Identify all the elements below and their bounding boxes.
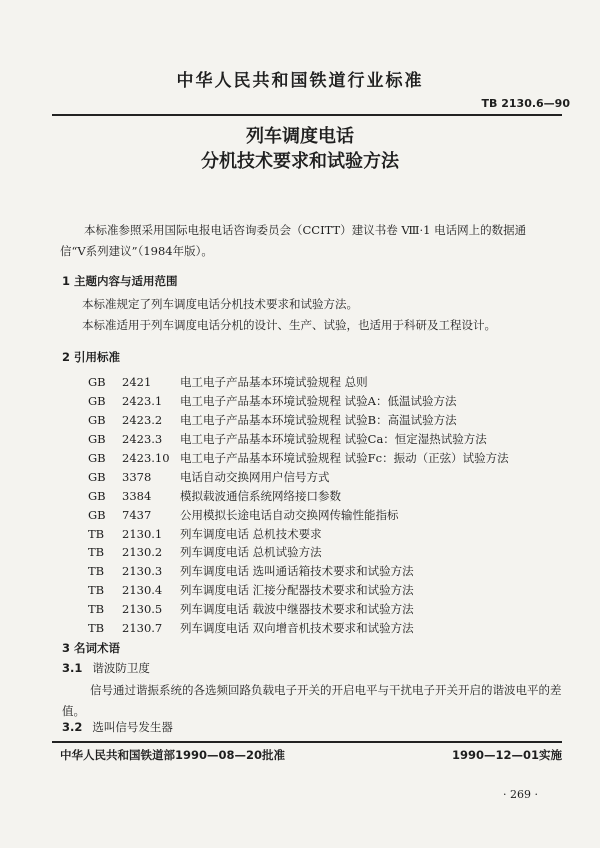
standard-item: GB 2423.3 电工电子产品基本环境试验规程 试验Ca：恒定湿热试验方法	[88, 432, 487, 447]
standard-item: GB 3384 模拟载波通信系统网络接口参数	[88, 488, 341, 503]
section-2-heading: 2 引用标准	[62, 350, 121, 364]
subsection-3-2-title: 选叫信号发生器	[92, 720, 173, 734]
standard-code: TB 2130.6—90	[481, 97, 570, 110]
section-1-paragraph-1: 本标准规定了列车调度电话分机技术要求和试验方法。	[82, 297, 358, 311]
standard-item: GB 3378 电话自动交换网用户信号方式	[88, 469, 330, 484]
intro-paragraph: 本标准参照采用国际电报电话咨询委员会（CCITT）建议书卷 Ⅷ·1 电话网上的数据通信“V系列建议”（1984年版）。	[60, 223, 527, 258]
standard-item: TB 2130.3 列车调度电话 选叫通话箱技术要求和试验方法	[88, 564, 414, 579]
subsection-3-1-number: 3.1	[62, 661, 83, 675]
standard-item: TB 2130.4 列车调度电话 汇接分配器技术要求和试验方法	[88, 583, 414, 598]
section-1-heading: 1 主题内容与适用范围	[62, 274, 178, 288]
subsection-3-1-title: 谐波防卫度	[92, 661, 150, 675]
standard-item: TB 2130.1 列车调度电话 总机技术要求	[88, 526, 322, 541]
document-title-line-1: 列车调度电话	[246, 126, 354, 147]
referenced-standards-list	[88, 373, 568, 637]
top-divider	[52, 114, 562, 116]
subsection-3-2-number: 3.2	[62, 720, 83, 734]
page-number: · 269 ·	[503, 788, 538, 801]
standard-item: GB 2421 电工电子产品基本环境试验规程 总则	[88, 375, 368, 390]
standard-item: TB 2130.2 列车调度电话 总机试验方法	[88, 545, 322, 560]
standard-category-title: 中华人民共和国铁道行业标准	[176, 71, 424, 91]
standard-item: GB 2423.1 电工电子产品基本环境试验规程 试验A：低温试验方法	[88, 394, 457, 409]
subsection-3-1-heading	[62, 660, 150, 676]
standard-item: GB 2423.10 电工电子产品基本环境试验规程 试验Fc：振动（正弦）试验方法	[88, 451, 509, 465]
subsection-3-1-text: 信号通过谐振系统的各选频回路负载电子开关的开启电平与干扰电子开关开启的谐波电平的差值。	[62, 683, 562, 718]
standard-item: TB 2130.5 列车调度电话 载波中继器技术要求和试验方法	[88, 602, 414, 617]
bottom-divider	[52, 741, 562, 743]
section-3-heading: 3 名词术语	[62, 641, 121, 655]
section-1-paragraph-2: 本标准适用于列车调度电话分机的设计、生产、试验，也适用于科研及工程设计。	[82, 318, 496, 332]
document-title-line-2: 分机技术要求和试验方法	[201, 151, 399, 172]
implementation-date: 1990—12—01实施	[451, 748, 562, 762]
standard-item: GB 2423.2 电工电子产品基本环境试验规程 试验B：高温试验方法	[88, 413, 457, 428]
standard-item: GB 7437 公用模拟长途电话自动交换网传输性能指标	[88, 507, 399, 522]
subsection-3-2-heading	[62, 719, 173, 735]
approval-line: 中华人民共和国铁道部1990—08—20批准	[60, 748, 286, 762]
standard-item: TB 2130.7 列车调度电话 双向增音机技术要求和试验方法	[88, 621, 414, 636]
